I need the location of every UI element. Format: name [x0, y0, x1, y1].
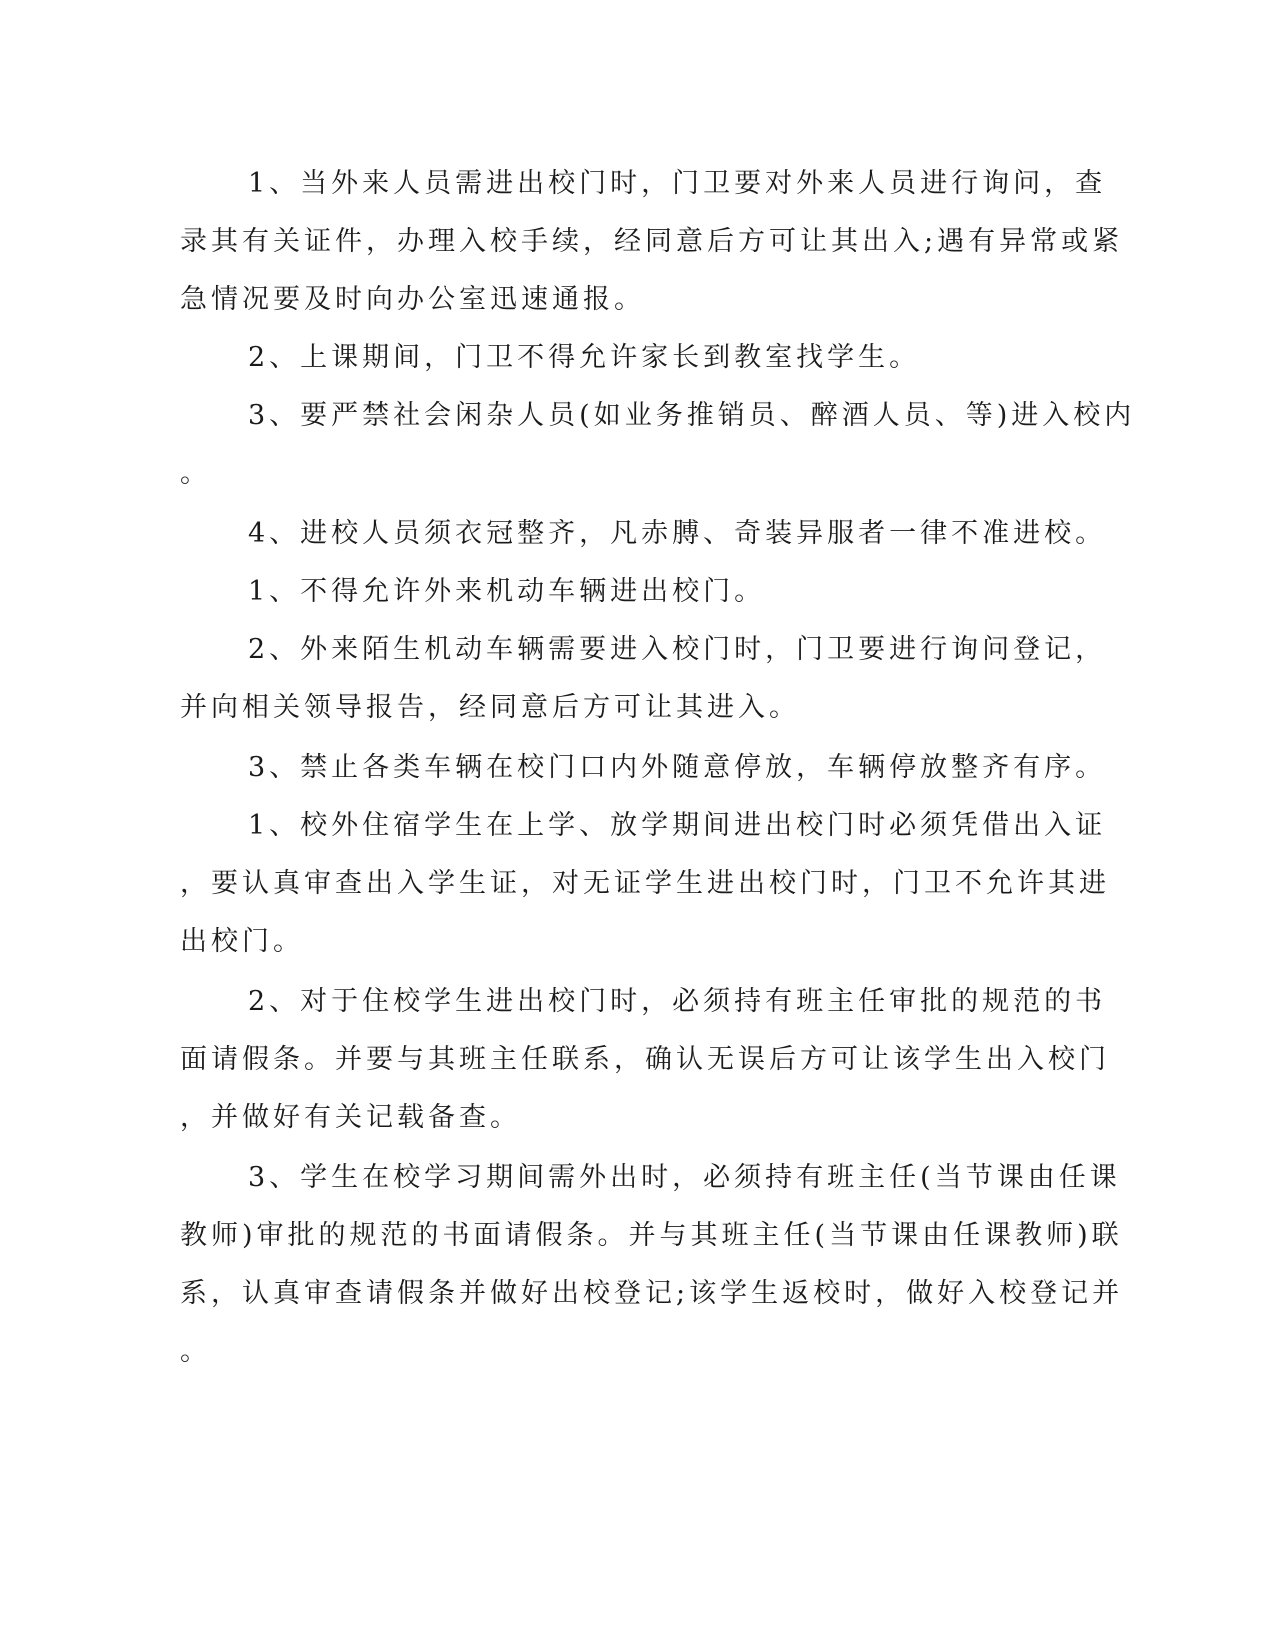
text-line: 2、上课期间，门卫不得允许家长到教室找学生。 [248, 342, 921, 373]
text-line: 2、外来陌生机动车辆需要进入校门时，门卫要进行询问登记， [248, 634, 1107, 665]
text-line: 。 [180, 458, 211, 489]
text-line: 1、当外来人员需进出校门时，门卫要对外来人员进行询问，查 [248, 168, 1107, 199]
text-line: 。 [180, 1336, 211, 1367]
text-line: 1、不得允许外来机动车辆进出校门。 [248, 576, 766, 607]
text-line: 系，认真审查请假条并做好出校登记;该学生返校时，做好入校登记并 [180, 1278, 1124, 1309]
text-line: 4、进校人员须衣冠整齐，凡赤膊、奇装异服者一律不准进校。 [248, 518, 1107, 549]
text-line: 1、校外住宿学生在上学、放学期间进出校门时必须凭借出入证 [248, 810, 1107, 841]
text-line: 2、对于住校学生进出校门时，必须持有班主任审批的规范的书 [248, 986, 1107, 1017]
text-line: 急情况要及时向办公室迅速通报。 [180, 284, 645, 315]
text-line: 并向相关领导报告，经同意后方可让其进入。 [180, 692, 800, 723]
text-line: ，要认真审查出入学生证，对无证学生进出校门时，门卫不允许其进 [180, 868, 1110, 899]
text-line: 3、禁止各类车辆在校门口内外随意停放，车辆停放整齐有序。 [248, 752, 1107, 783]
text-line: ，并做好有关记载备查。 [180, 1102, 521, 1133]
text-line: 面请假条。并要与其班主任联系，确认无误后方可让该学生出入校门 [180, 1044, 1110, 1075]
text-line: 教师)审批的规范的书面请假条。并与其班主任(当节课由任课教师)联 [180, 1220, 1123, 1251]
text-line: 3、学生在校学习期间需外出时，必须持有班主任(当节课由任课 [248, 1162, 1121, 1193]
text-line: 录其有关证件，办理入校手续，经同意后方可让其出入;遇有异常或紧 [180, 226, 1124, 257]
text-line: 出校门。 [180, 926, 304, 957]
text-line: 3、要严禁社会闲杂人员(如业务推销员、醉酒人员、等)进入校内 [248, 400, 1136, 431]
